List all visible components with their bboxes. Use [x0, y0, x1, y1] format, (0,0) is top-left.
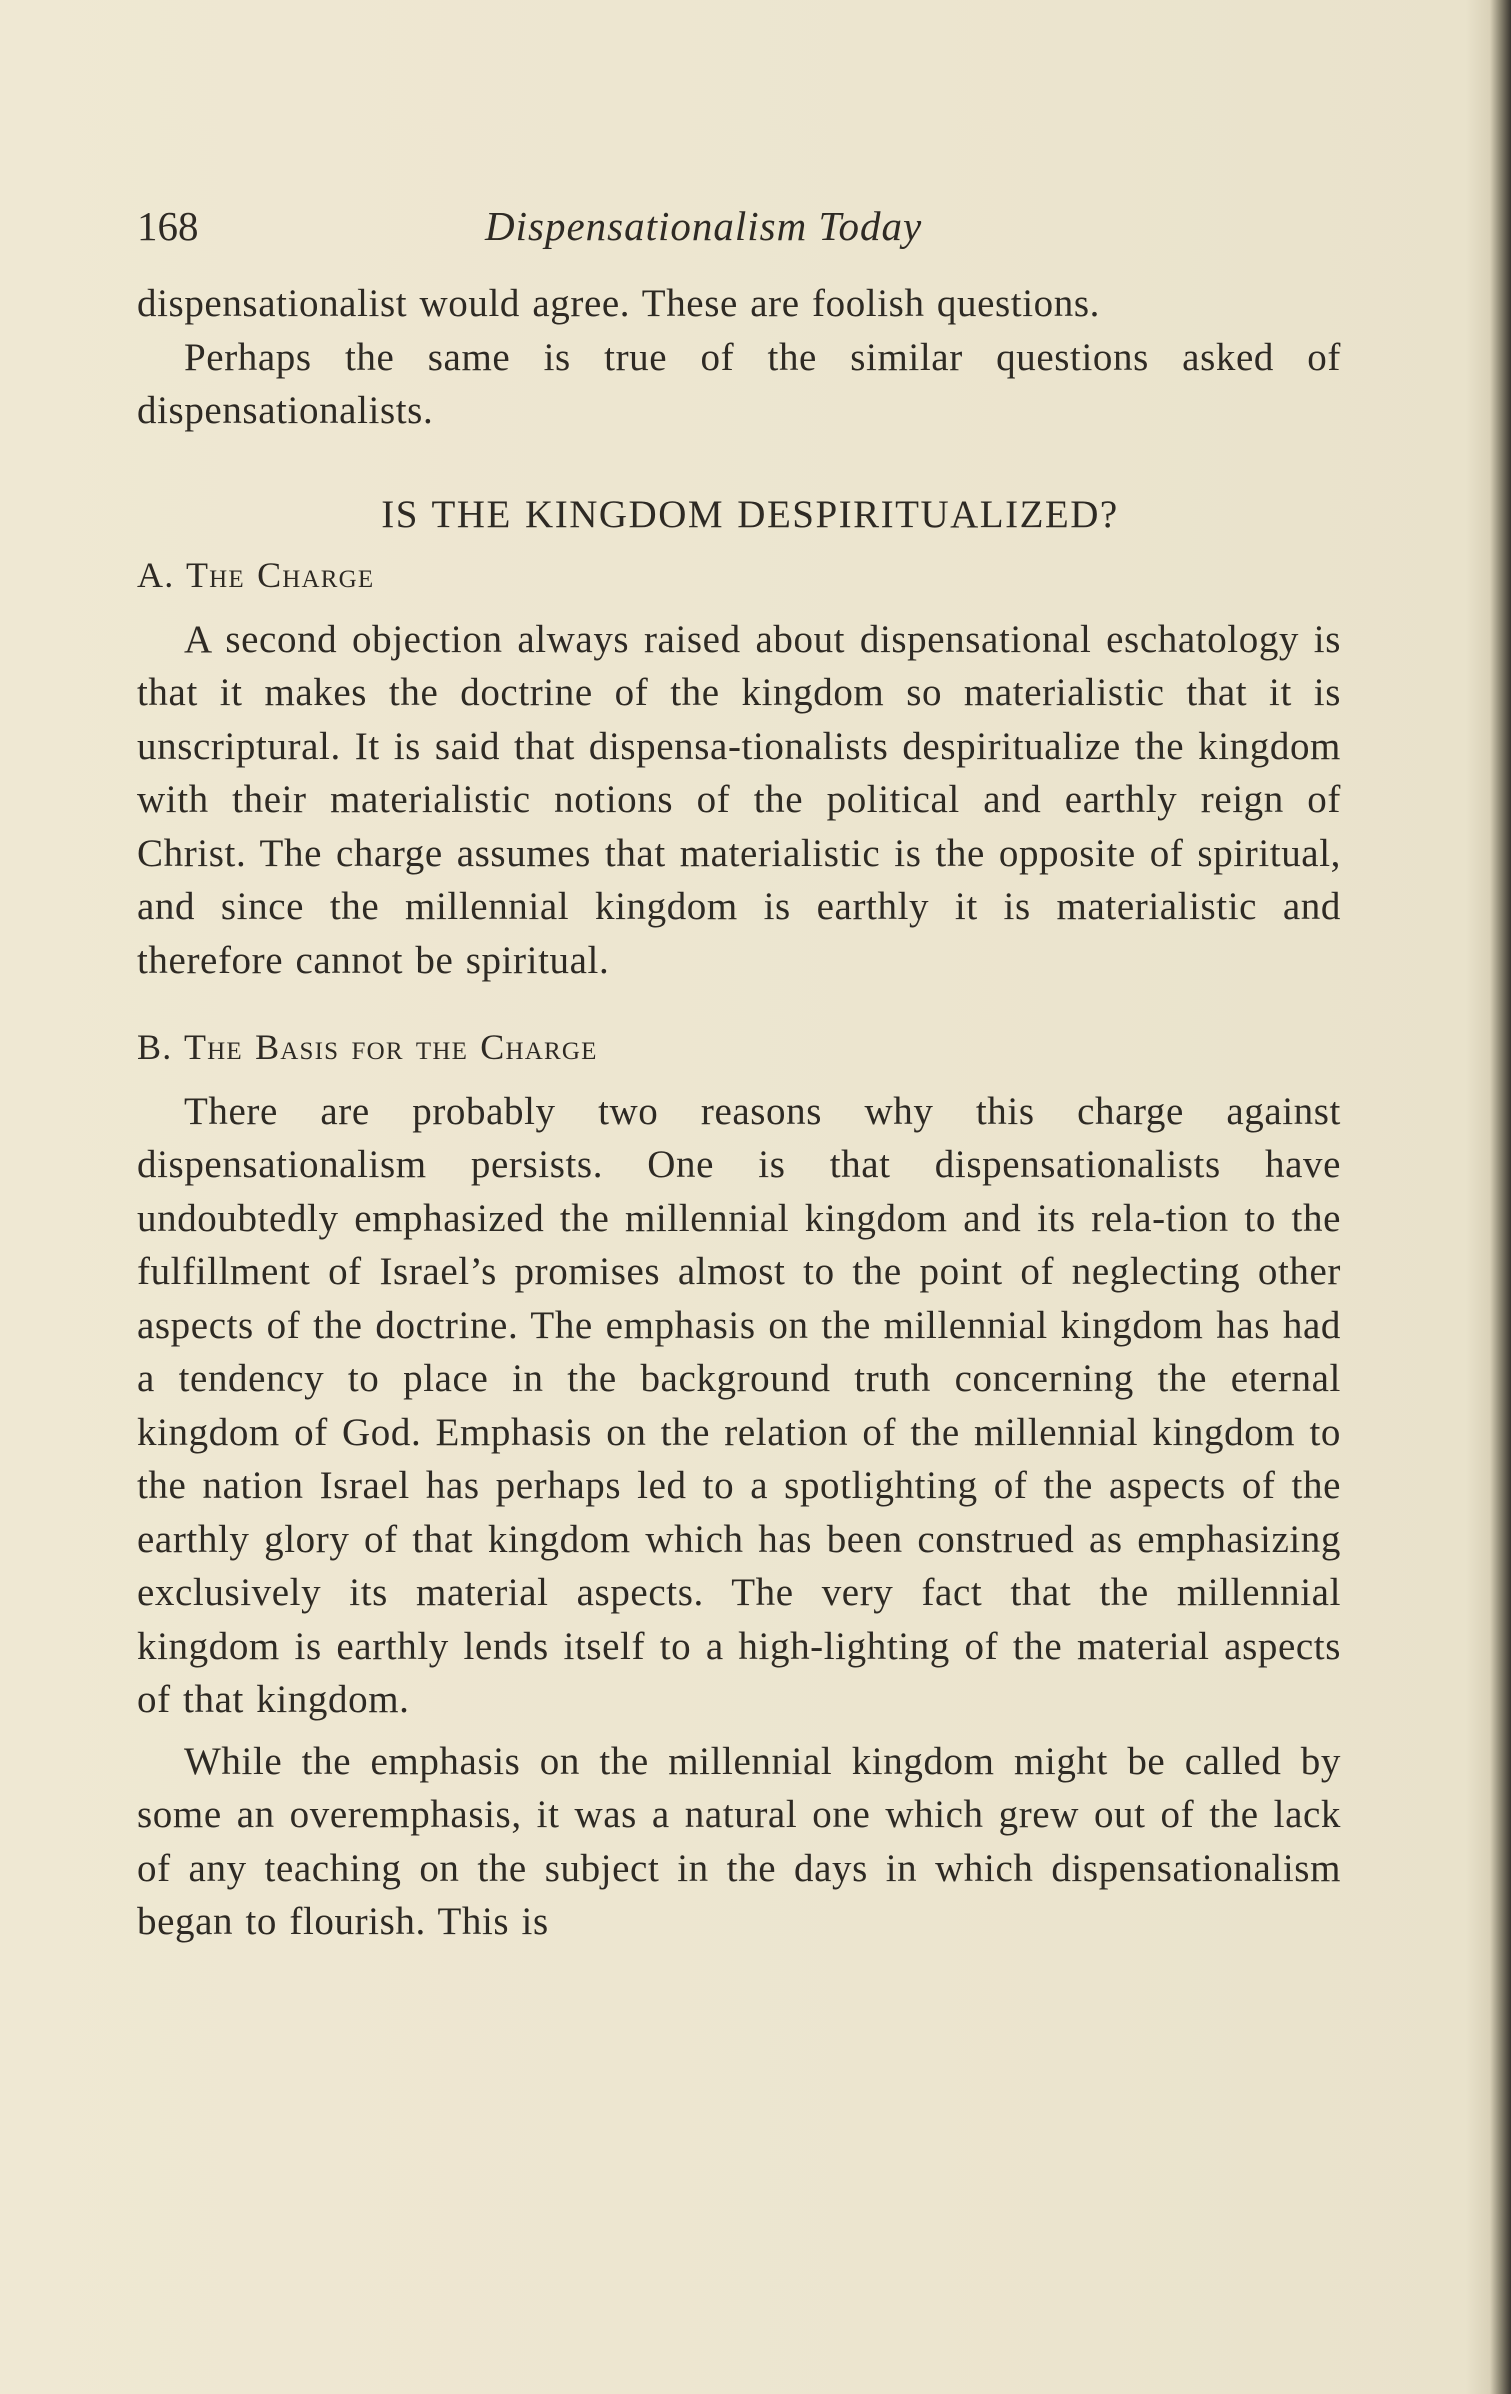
subsection-heading-a: A. The Charge	[137, 555, 375, 595]
spacer	[137, 987, 1341, 1021]
spacer	[137, 1727, 1341, 1735]
spacer	[137, 541, 1341, 549]
spacer	[137, 1075, 1341, 1085]
paragraph: A second objection always raised about dispensational eschatology is that it makes the doctrine of the kingdom so materialistic that it is unscriptural. It is said that dispensa-tionalists despiritualize the kingdom with their materialistic notions of the political and earthly reign of Christ. The charge assumes that materialistic is the opposite of spiritual, and since the millennial kingdom is earthly it is materialistic and therefore cannot be spiritual.	[137, 617, 1341, 982]
paragraph-continued: dispensationalist would agree. These are foolish questions.	[137, 282, 1100, 325]
spacer	[137, 603, 1341, 613]
page-header	[137, 198, 1347, 254]
subsection-heading-b: B. The Basis for the Charge	[137, 1027, 598, 1067]
paragraph: Perhaps the same is true of the similar questions asked of dispensationalists.	[137, 335, 1341, 432]
paragraph: While the emphasis on the millennial kingdom might be called by some an overemphasis, it was a natural one which grew out of the lack of any teaching on the subject in the days in which dispensationalism began to flourish. This is	[137, 1739, 1341, 1943]
paragraph: There are probably two reasons why this charge against dispensationalism persists. One is that dispensationalists have undoubtedly emphasized the millennial kingdom and its rela-tion to the fulfillment of Israel’s promises almost to the point of neglecting other aspects of the doctrine. The emphasis on the millennial kingdom has had a tendency to place in the background truth concerning the eternal kingdom of God. Emphasis on the relation of the millennial kingdom to the nation Israel has perhaps led to a spotlighting of the aspects of the earthly glory of that kingdom which has been construed as emphasizing exclusively its material aspects. The very fact that the millennial kingdom is earthly lends itself to a high-lighting of the material aspects of that kingdom.	[137, 1089, 1341, 1721]
spacer	[137, 438, 1341, 488]
body-text	[137, 277, 1341, 1949]
running-title: Dispensationalism Today	[485, 203, 923, 249]
page-number: 168	[137, 203, 199, 249]
section-title: IS THE KINGDOM DESPIRITUALIZED?	[381, 492, 1119, 536]
